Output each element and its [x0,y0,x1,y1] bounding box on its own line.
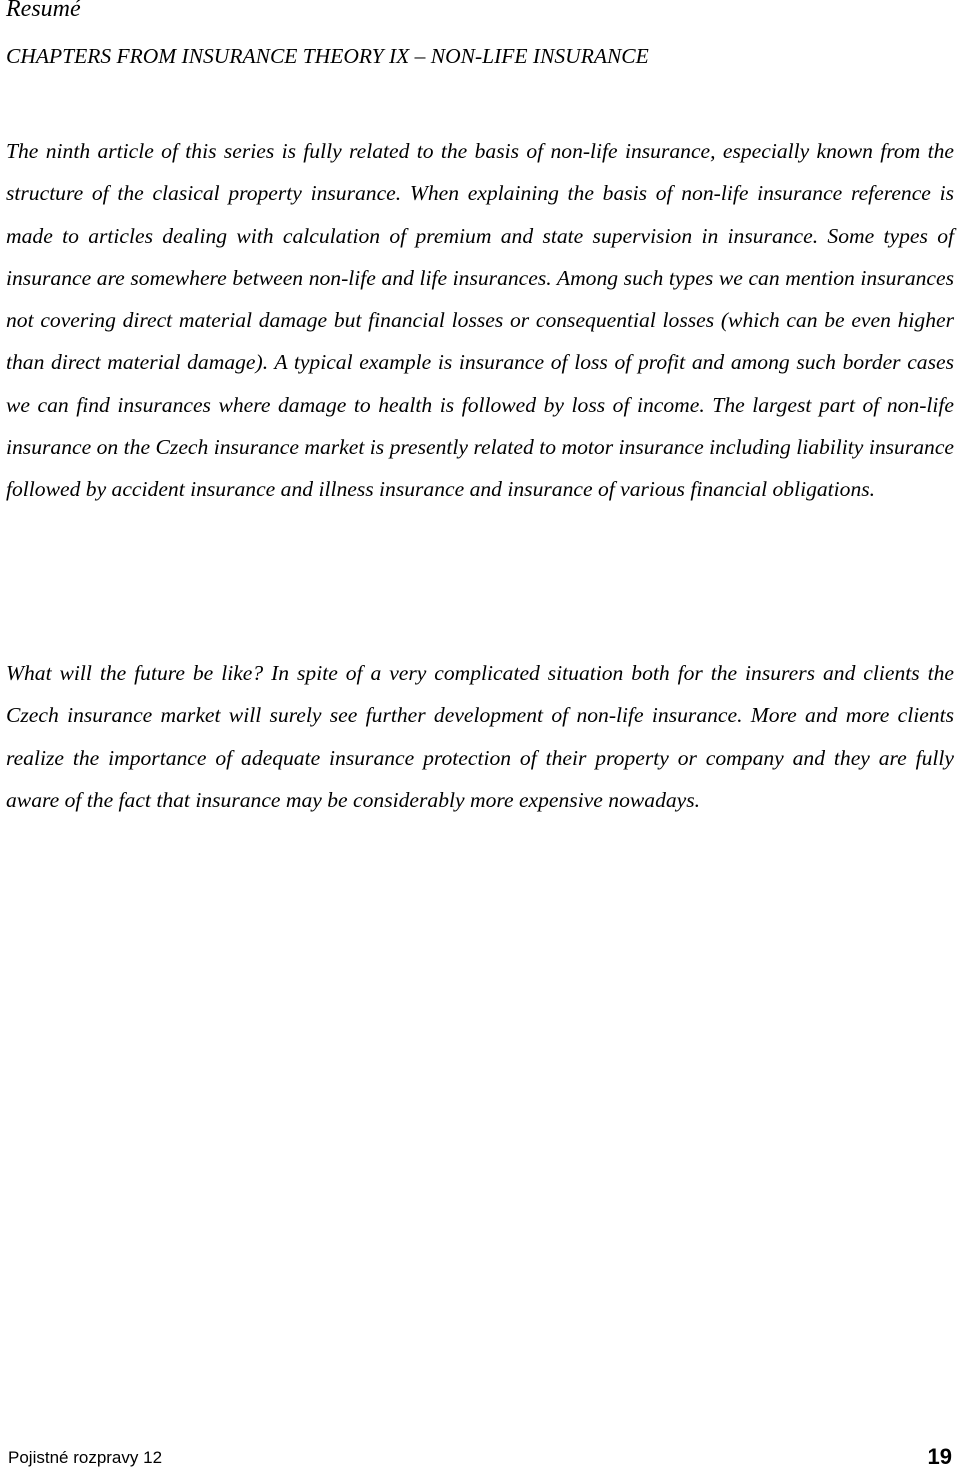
resume-title: Resumé [6,0,81,22]
article-subtitle: CHAPTERS FROM INSURANCE THEORY IX – NON-LIFE INSURANCE [6,44,649,68]
paragraph-2: What will the future be like? In spite of a very complicated situation both for the insurers and clients the Czech insurance market will surely see further development of non-life insurance. More and more clients realize the importance of adequate insurance protection of their property or company and they are fully aware of the fact that insurance may be considerably more expensive nowadays. [6,661,954,812]
footer-page-number: 19 [927,1444,952,1469]
footer-journal-name: Pojistné rozpravy 12 [8,1448,163,1467]
paragraph-1: The ninth article of this series is fully related to the basis of non-life insurance, especially known from the structure of the clasical property insurance. When explaining the basis of non-life insurance reference is made to articles dealing with calculation of premium and state supervision in insurance. Some types of insurance are somewhere between non-life and life insurances. Among such types we can mention insurances not covering direct material damage but financial losses or consequential losses (which can be even higher than direct material damage). A typical example is insurance of loss of profit and among such border cases we can find insurances where damage to health is followed by loss of income. The largest part of non-life insurance on the Czech insurance market is presently related to motor insurance including liability insurance followed by accident insurance and illness insurance and insurance of various financial obligations. [6,139,954,502]
